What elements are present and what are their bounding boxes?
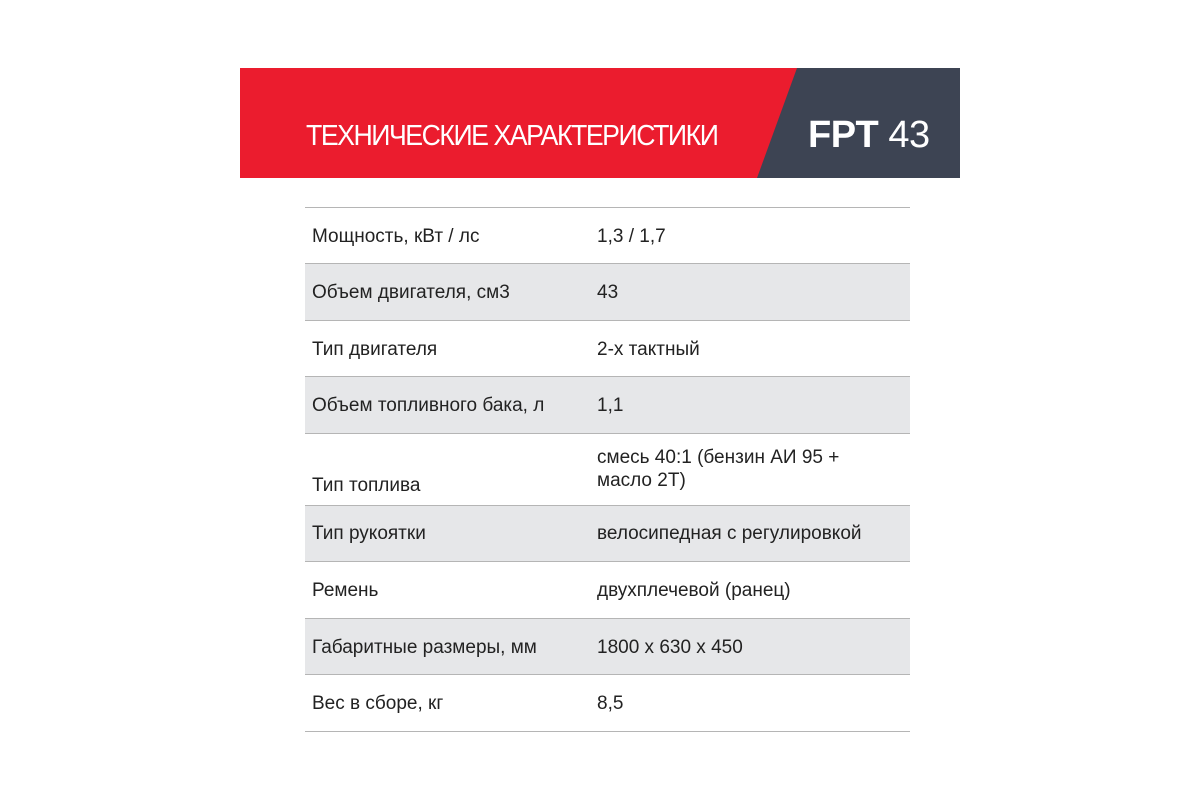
spec-row bbox=[305, 675, 910, 732]
spec-label: Габаритные размеры, мм bbox=[312, 637, 537, 658]
spec-label: Тип двигателя bbox=[312, 339, 438, 360]
spec-label: Объем топливного бака, л bbox=[312, 395, 545, 416]
spec-row bbox=[305, 264, 910, 321]
model-brand: FPT bbox=[808, 114, 879, 156]
spec-value-line: смесь 40:1 (бензин АИ 95 + bbox=[597, 447, 840, 468]
spec-table bbox=[305, 207, 910, 732]
spec-row bbox=[305, 377, 910, 434]
spec-banner bbox=[240, 68, 960, 178]
spec-label: Тип топлива bbox=[312, 475, 421, 496]
model-name bbox=[808, 114, 930, 157]
spec-value: 1,3 / 1,7 bbox=[597, 226, 666, 247]
spec-value: двухплечевой (ранец) bbox=[597, 580, 791, 601]
spec-value bbox=[597, 446, 839, 492]
spec-value: 1800 x 630 x 450 bbox=[597, 637, 743, 658]
spec-row bbox=[305, 619, 910, 675]
spec-value: велосипедная с регулировкой bbox=[597, 523, 862, 544]
spec-row bbox=[305, 321, 910, 377]
spec-label: Тип рукоятки bbox=[312, 523, 426, 544]
spec-label: Ремень bbox=[312, 580, 379, 601]
banner-title: ТЕХНИЧЕСКИЕ ХАРАКТЕРИСТИКИ bbox=[306, 120, 718, 152]
spec-value: 43 bbox=[597, 282, 619, 303]
spec-label: Вес в сборе, кг bbox=[312, 693, 444, 714]
spec-label: Объем двигателя, см3 bbox=[312, 282, 510, 303]
model-number: 43 bbox=[888, 114, 930, 156]
spec-row bbox=[305, 562, 910, 619]
spec-value: 2-х тактный bbox=[597, 339, 700, 360]
spec-row bbox=[305, 506, 910, 562]
spec-row bbox=[305, 434, 910, 506]
spec-value: 1,1 bbox=[597, 395, 624, 416]
spec-value-line: масло 2Т) bbox=[597, 470, 686, 491]
spec-row bbox=[305, 208, 910, 264]
spec-value: 8,5 bbox=[597, 693, 624, 714]
spec-label: Мощность, кВт / лс bbox=[312, 226, 480, 247]
